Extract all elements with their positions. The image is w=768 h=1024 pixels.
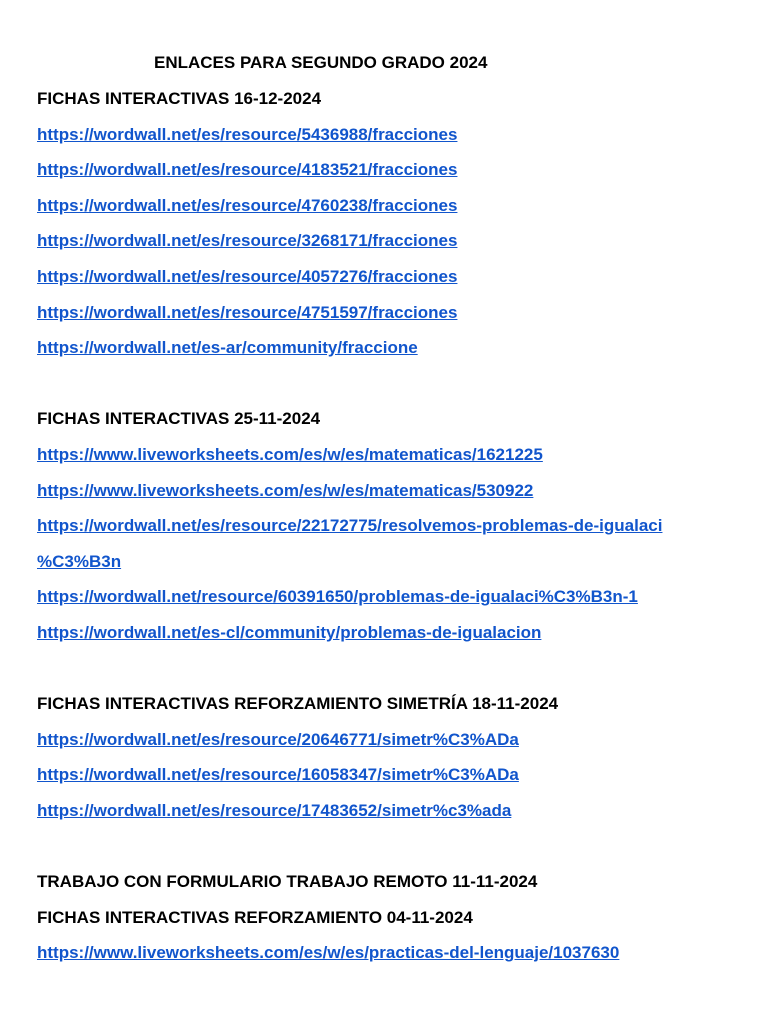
section-heading: FICHAS INTERACTIVAS 16-12-2024 — [37, 89, 322, 108]
resource-link[interactable]: https://wordwall.net/es/resource/5436988/fracciones — [37, 124, 458, 144]
resource-link[interactable]: https://wordwall.net/es/resource/4760238/fracciones — [37, 195, 458, 215]
resource-link[interactable]: https://wordwall.net/es/resource/3268171/fracciones — [37, 231, 458, 251]
blank-line — [37, 373, 737, 409]
section-heading: FICHAS INTERACTIVAS REFORZAMIENTO SIMETRÍA 18-11-2024 — [37, 694, 559, 714]
document-title: ENLACES PARA SEGUNDO GRADO 2024 — [154, 53, 488, 72]
resource-link-continuation[interactable]: %C3%B3n — [37, 551, 122, 571]
resource-link[interactable]: https://wordwall.net/resource/60391650/problemas-de-igualaci%C3%B3n-1 — [37, 587, 638, 607]
resource-link[interactable]: https://wordwall.net/es/resource/16058347/simetr%C3%ADa — [37, 765, 519, 785]
blank-line — [37, 658, 737, 694]
resource-link[interactable]: https://www.liveworksheets.com/es/w/es/practicas-del-lenguaje/1037630 — [37, 943, 620, 963]
resource-link[interactable]: https://www.liveworksheets.com/es/w/es/matematicas/1621225 — [37, 444, 543, 464]
document-body — [37, 88, 737, 978]
resource-link[interactable]: https://wordwall.net/es/resource/17483652/simetr%c3%ada — [37, 800, 512, 820]
resource-link[interactable]: https://wordwall.net/es-ar/community/fraccione — [37, 338, 418, 358]
resource-link[interactable]: https://wordwall.net/es/resource/22172775/resolvemos-problemas-de-igualaci — [37, 516, 663, 536]
section-heading: TRABAJO CON FORMULARIO TRABAJO REMOTO 11-11-2024 — [37, 872, 538, 892]
blank-line — [37, 835, 737, 871]
resource-link[interactable]: https://wordwall.net/es/resource/4057276/fracciones — [37, 266, 458, 286]
section-heading: FICHAS INTERACTIVAS 25-11-2024 — [37, 409, 321, 429]
resource-link[interactable]: https://www.liveworksheets.com/es/w/es/matematicas/530922 — [37, 480, 534, 500]
resource-link[interactable]: https://wordwall.net/es-cl/community/problemas-de-igualacion — [37, 622, 542, 642]
resource-link[interactable]: https://wordwall.net/es/resource/4183521/fracciones — [37, 160, 458, 180]
resource-link[interactable]: https://wordwall.net/es/resource/4751597/fracciones — [37, 302, 458, 322]
resource-link[interactable]: https://wordwall.net/es/resource/20646771/simetr%C3%ADa — [37, 729, 519, 749]
section-heading: FICHAS INTERACTIVAS REFORZAMIENTO 04-11-2024 — [37, 907, 473, 927]
